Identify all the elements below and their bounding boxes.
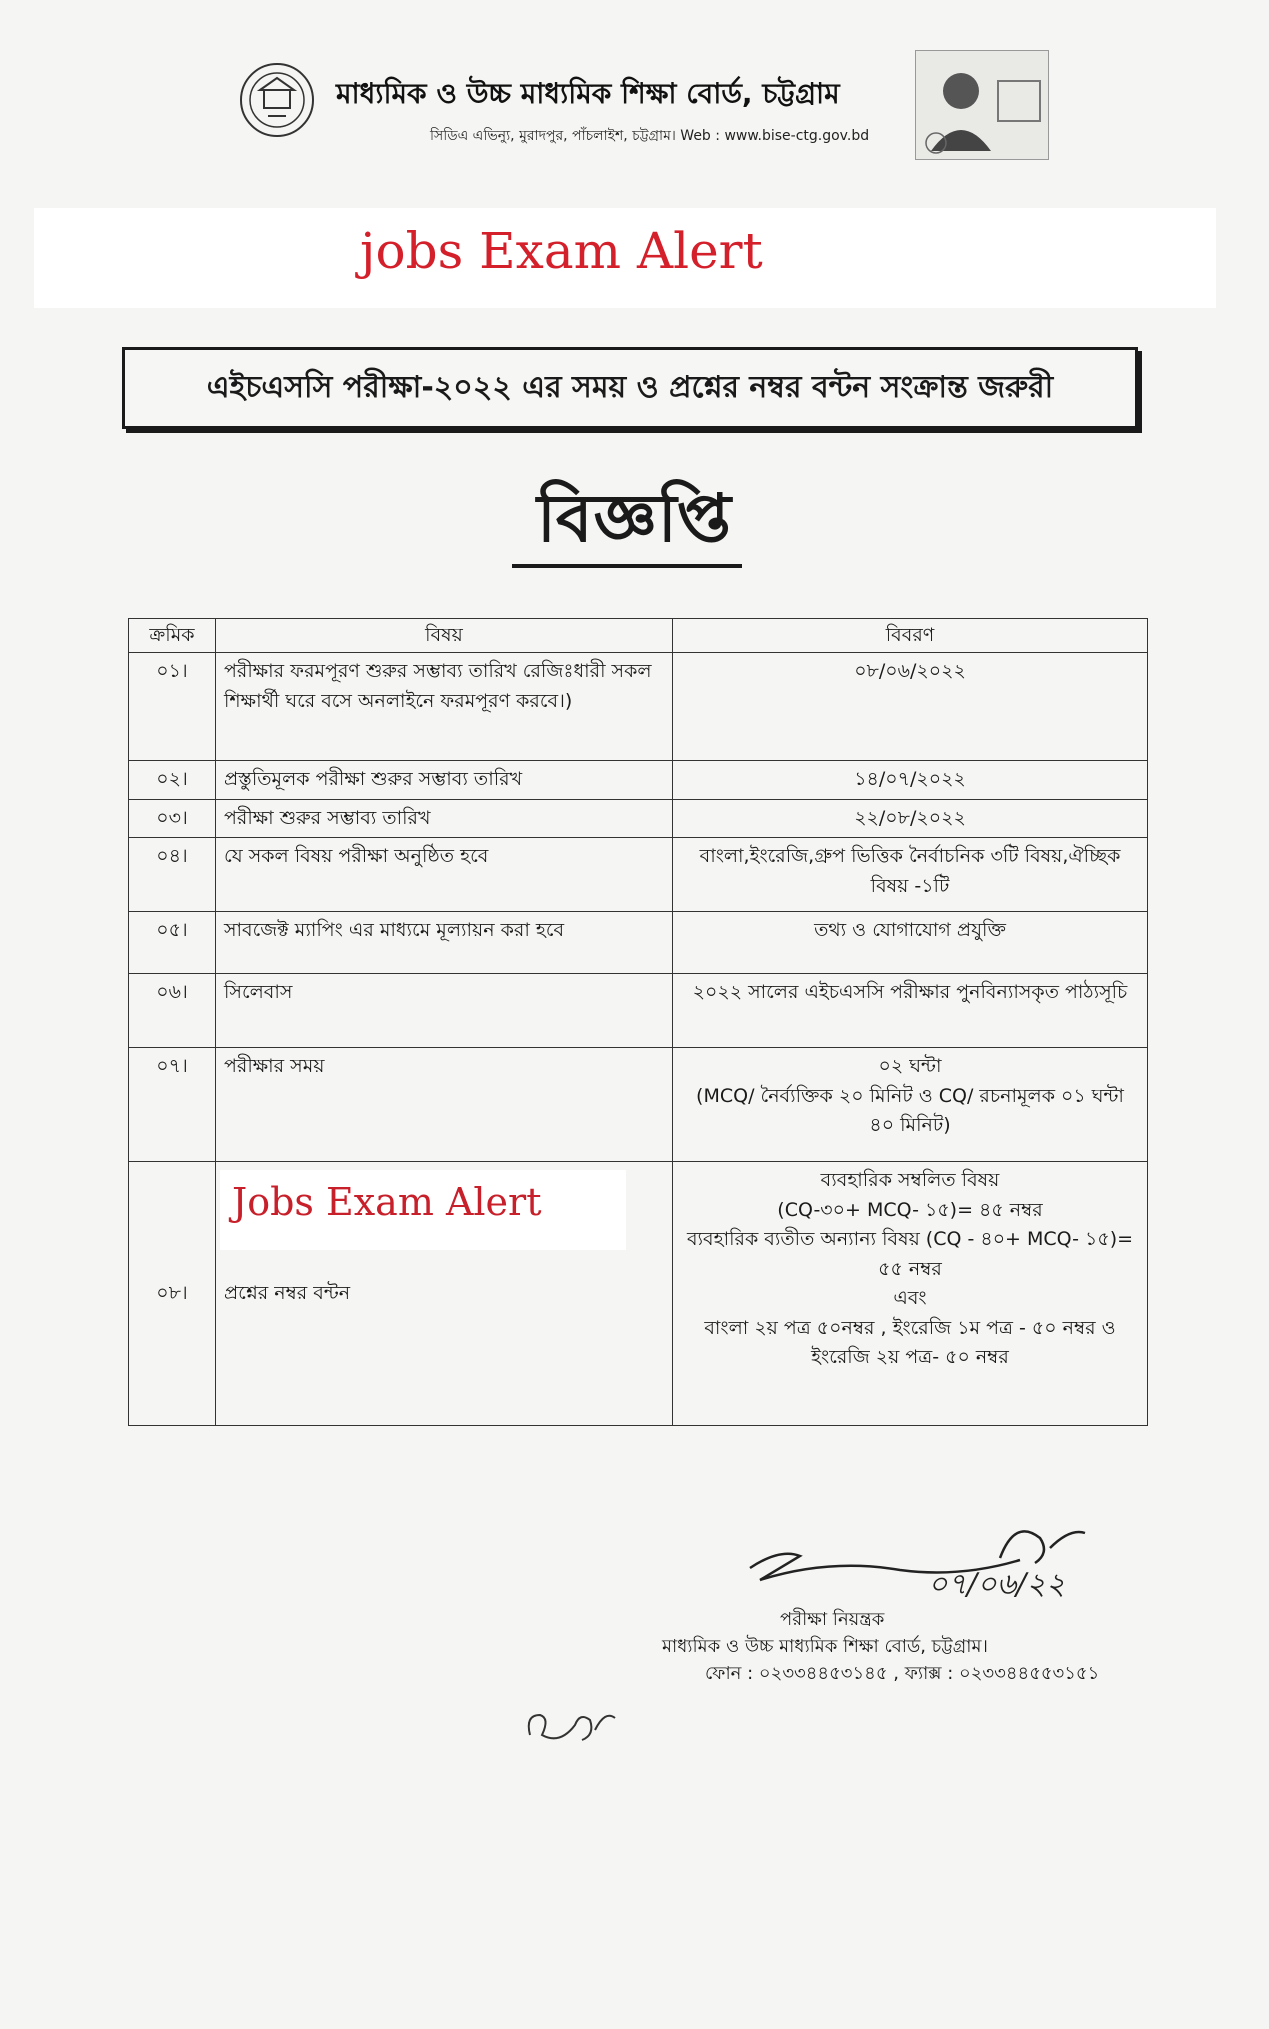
row-subject: যে সকল বিষয় পরীক্ষা অনুষ্ঠিত হবে	[216, 838, 673, 912]
notice-heading: বিজ্ঞপ্তি	[537, 480, 732, 557]
row-serial: ০৩।	[129, 799, 216, 837]
table-header-row	[129, 619, 1148, 653]
board-name: মাধ্যমিক ও উচ্চ মাধ্যমিক শিক্ষা বোর্ড, চট্টগ্রাম	[336, 77, 840, 110]
row-subject: প্রস্তুতিমূলক পরীক্ষা শুরুর সম্ভাব্য তারিখ	[216, 761, 673, 799]
row-subject: পরীক্ষার সময়	[216, 1048, 673, 1162]
row-detail	[673, 1048, 1148, 1162]
row-subject: সিলেবাস	[216, 974, 673, 1048]
table-row	[129, 912, 1148, 974]
row-subject: পরীক্ষার ফরমপূরণ শুরুর সম্ভাব্য তারিখ রেজিঃধারী সকল শিক্ষার্থী ঘরে বসে অনলাইনে ফরমপূরণ করবে।)	[216, 653, 673, 761]
notice-title: এইচএসসি পরীক্ষা-২০২২ এর সময় ও প্রশ্নের নম্বর বন্টন সংক্রান্ত জরুরী	[206, 369, 1054, 405]
detail-line: ০৮/০৬/২০২২	[854, 660, 966, 683]
initials-signature-icon	[520, 1690, 620, 1760]
board-seal-icon	[238, 60, 316, 140]
detail-line: তথ্য ও যোগাযোগ প্রযুক্তি	[814, 919, 1006, 942]
header-serial: ক্রমিক	[129, 619, 216, 653]
row-serial: ০২।	[129, 761, 216, 799]
row-detail	[673, 653, 1148, 761]
controller-signature-icon	[740, 1508, 1120, 1598]
board-address: সিডিএ এভিন্যু, মুরাদপুর, পাঁচলাইশ, চট্টগ্রাম। Web : www.bise-ctg.gov.bd	[430, 128, 870, 144]
table-row	[129, 1048, 1148, 1162]
table-row	[129, 838, 1148, 912]
detail-line: ব্যবহারিক সম্বলিত বিষয়	[820, 1169, 1000, 1192]
row-detail	[673, 761, 1148, 799]
row-detail	[673, 1162, 1148, 1426]
heading-underline	[512, 564, 742, 568]
row-serial: ০৭।	[129, 1048, 216, 1162]
controller-title: পরীক্ষা নিয়ন্ত্রক	[780, 1609, 885, 1630]
detail-line: এবং	[893, 1287, 927, 1310]
detail-line: বাংলা,ইংরেজি,গ্রুপ ভিত্তিক নৈর্বাচনিক ৩টি বিষয়,ঐচ্ছিক বিষয় -১টি	[699, 845, 1121, 897]
notice-title-box	[122, 347, 1138, 429]
row-subject: সাবজেক্ট ম্যাপিং এর মাধ্যমে মূল্যায়ন করা হবে	[216, 912, 673, 974]
row-serial: ০৫।	[129, 912, 216, 974]
header-subject: বিষয়	[216, 619, 673, 653]
table-row	[129, 653, 1148, 761]
detail-line: ০২ ঘন্টা	[878, 1055, 942, 1078]
row-serial: ০১।	[129, 653, 216, 761]
row-detail	[673, 974, 1148, 1048]
row-subject: প্রশ্নের নম্বর বন্টন	[216, 1162, 673, 1426]
detail-line: ব্যবহারিক ব্যতীত অন্যান্য বিষয় (CQ - ৪০+ MCQ- ১৫)= ৫৫ নম্বর	[686, 1228, 1134, 1280]
header-detail: বিবরণ	[673, 619, 1148, 653]
row-serial: ০৪।	[129, 838, 216, 912]
detail-line: ২০২২ সালের এইচএসসি পরীক্ষার পুনবিন্যাসকৃত পাঠ্যসূচি	[692, 981, 1128, 1004]
detail-line: (CQ-৩০+ MCQ- ১৫)= ৪৫ নম্বর	[777, 1198, 1043, 1221]
detail-line: ১৪/০৭/২০২২	[854, 768, 966, 791]
row-detail	[673, 912, 1148, 974]
notice-table	[128, 618, 1148, 1426]
detail-line: ২২/০৮/২০২২	[854, 806, 966, 829]
controller-board: মাধ্যমিক ও উচ্চ মাধ্যমিক শিক্ষা বোর্ড, চট্টগ্রাম।	[662, 1636, 988, 1657]
table-row	[129, 799, 1148, 837]
detail-line: (MCQ/ নৈর্ব্যক্তিক ২০ মিনিট ও CQ/ রচনামূলক ০১ ঘন্টা ৪০ মিনিট)	[696, 1084, 1124, 1137]
watermark-text-top: jobs Exam Alert	[360, 222, 763, 280]
row-detail	[673, 799, 1148, 837]
row-detail	[673, 838, 1148, 912]
row-subject: পরীক্ষা শুরুর সম্ভাব্য তারিখ	[216, 799, 673, 837]
row-serial: ০৮।	[129, 1162, 216, 1426]
detail-line: বাংলা ২য় পত্র ৫০নম্বর , ইংরেজি ১ম পত্র - ৫০ নম্বর ও ইংরেজি ২য় পত্র- ৫০ নম্বর	[704, 1316, 1116, 1368]
table-row	[129, 974, 1148, 1048]
table-row	[129, 761, 1148, 799]
signature-date: ০৭/০৬/২২	[928, 1567, 1066, 1598]
mujib-portrait-icon	[915, 50, 1049, 160]
contact-info: ফোন : ০২৩৩৪৪৫৩১৪৫ , ফ্যাক্স : ০২৩৩৪৪৫৫৩১৫১	[705, 1663, 1100, 1684]
row-serial: ০৬।	[129, 974, 216, 1048]
watermark-text-middle: Jobs Exam Alert	[232, 1180, 542, 1224]
